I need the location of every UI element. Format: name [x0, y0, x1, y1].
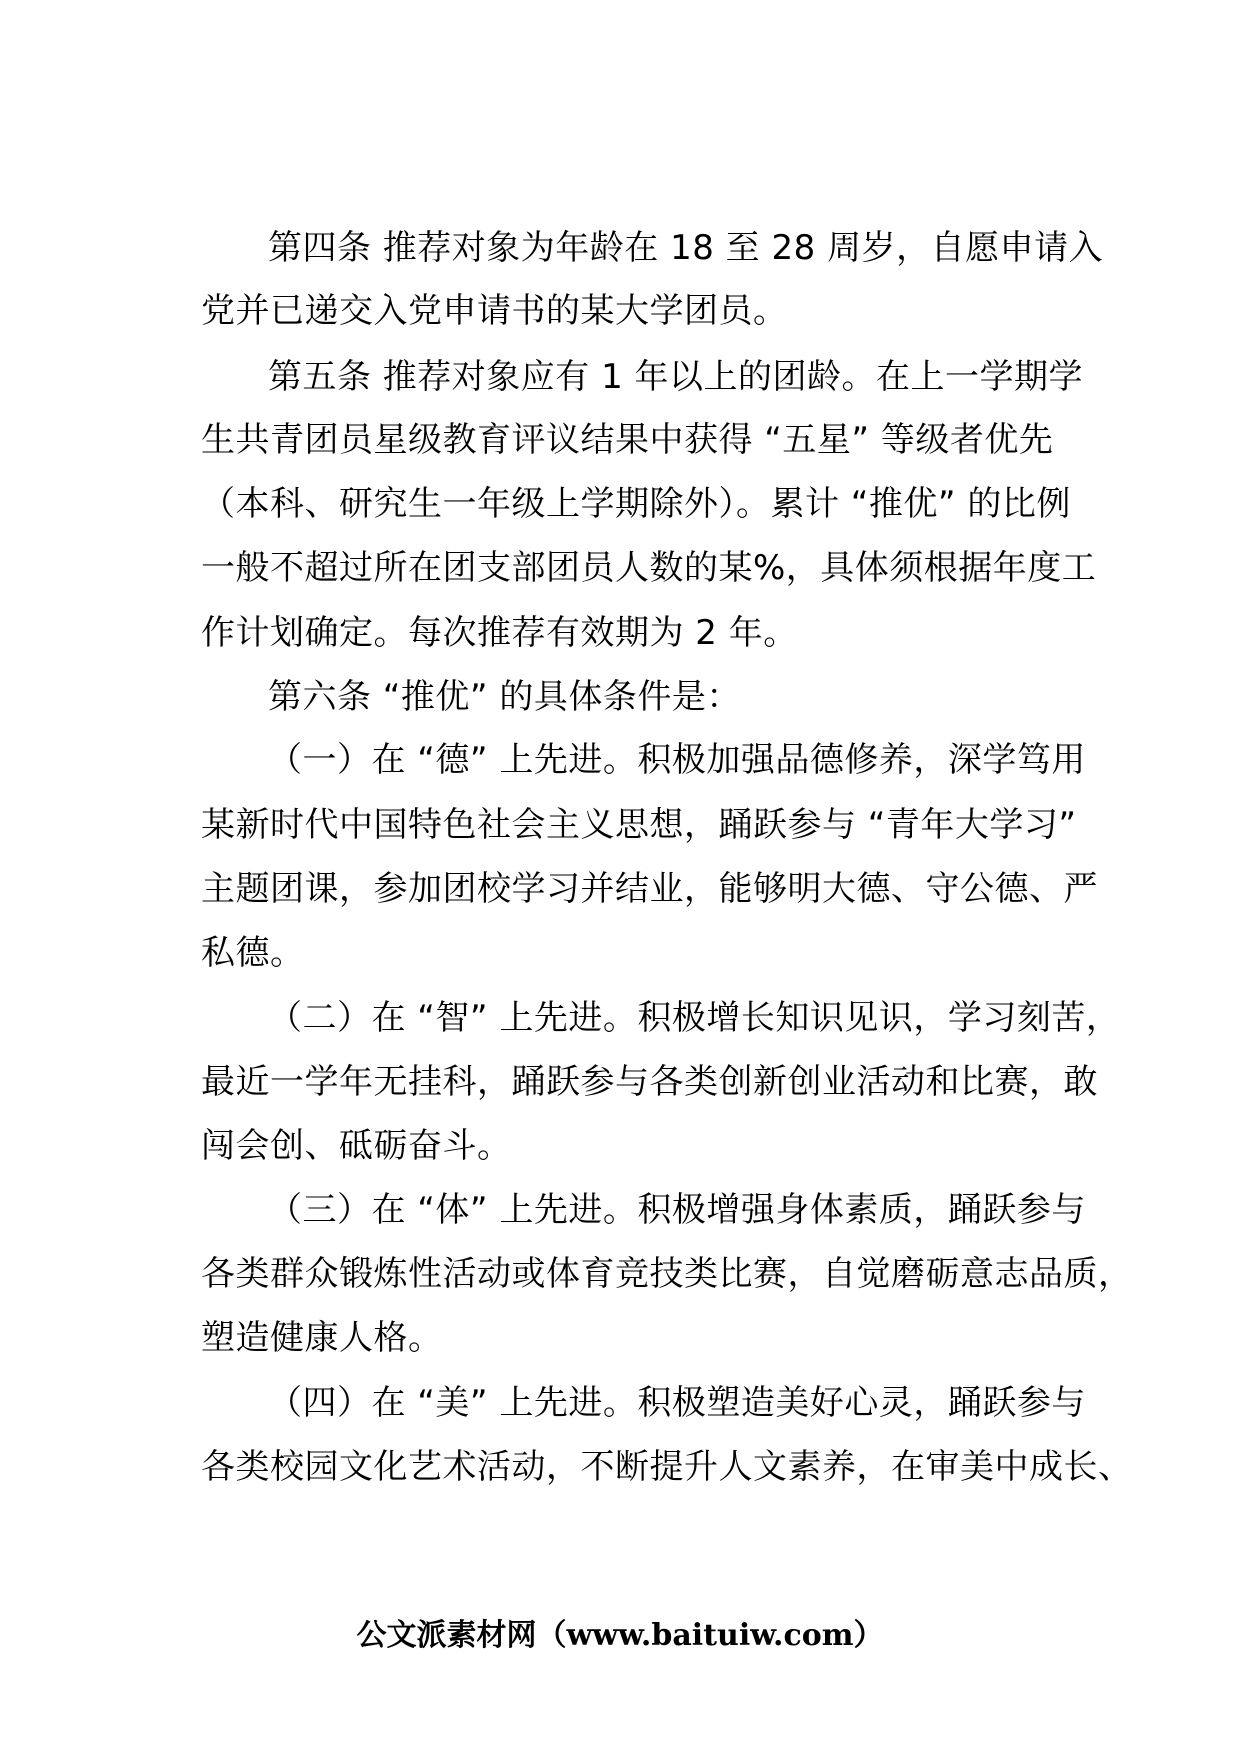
paragraph-line: 生共青团员星级教育评议结果中获得 “五星” 等级者优先	[201, 420, 1054, 460]
paragraph-line: 塑造健康人格。	[201, 1318, 443, 1358]
paragraph-line: 最近一学年无挂科，踊跃参与各类创新创业活动和比赛，敢	[201, 1062, 1098, 1102]
paragraph-line: （本科、研究生一年级上学期除外）。累计 “推优” 的比例	[201, 484, 1071, 524]
paragraph-line: 作计划确定。每次推荐有效期为 2 年。	[201, 613, 798, 653]
footer-watermark: 公文派素材网（www.baituiw.com）	[356, 1618, 884, 1653]
paragraph-line: 党并已递交入党申请书的某大学团员。	[201, 291, 788, 331]
paragraph-line: 各类群众锻炼性活动或体育竞技类比赛，自觉磨砺意志品质，	[201, 1254, 1133, 1294]
paragraph-line: （一）在 “德” 上先进。积极加强品德修养，深学笃用	[268, 740, 1086, 780]
paragraph-line: 第六条 “推优” 的具体条件是：	[268, 677, 741, 717]
paragraph-line: （二）在 “智” 上先进。积极增长知识见识，学习刻苦，	[268, 998, 1121, 1038]
paragraph-line: 各类校园文化艺术活动，不断提升人文素养，在审美中成长、	[201, 1447, 1133, 1487]
paragraph-line: （四）在 “美” 上先进。积极塑造美好心灵，踊跃参与	[268, 1383, 1086, 1423]
paragraph-line: 私德。	[201, 933, 305, 973]
paragraph-line: 第四条 推荐对象为年龄在 18 至 28 周岁，自愿申请入	[268, 228, 1104, 268]
paragraph-line: 主题团课，参加团校学习并结业，能够明大德、守公德、严	[201, 869, 1098, 909]
paragraph-line: 第五条 推荐对象应有 1 年以上的团龄。在上一学期学	[268, 357, 1084, 397]
paragraph-line: 一般不超过所在团支部团员人数的某%，具体须根据年度工	[201, 548, 1097, 588]
paragraph-line: 某新时代中国特色社会主义思想，踊跃参与 “青年大学习”	[201, 805, 1077, 845]
paragraph-line: （三）在 “体” 上先进。积极增强身体素质，踊跃参与	[268, 1190, 1086, 1230]
paragraph-line: 闯会创、砥砺奋斗。	[201, 1126, 512, 1166]
